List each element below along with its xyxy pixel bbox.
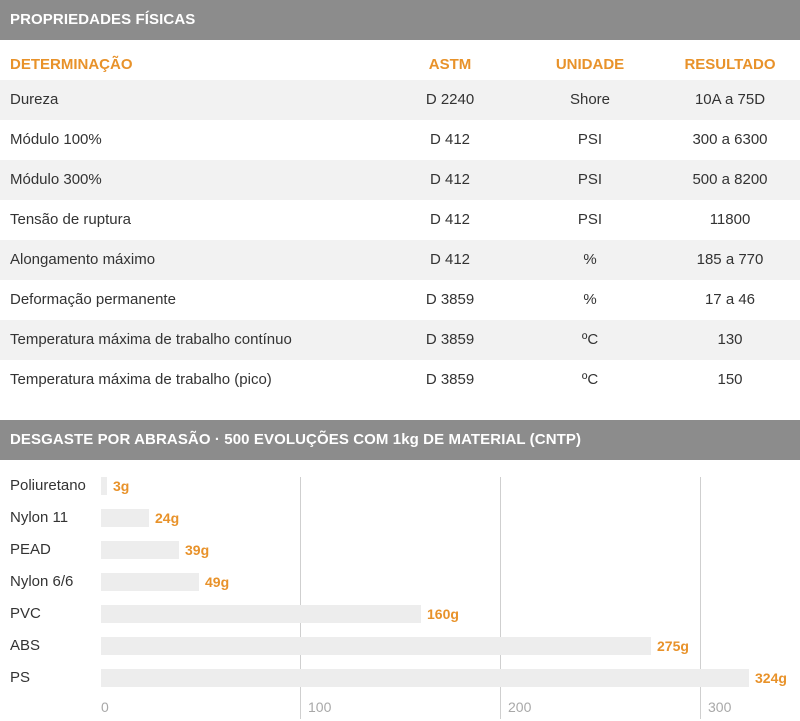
bar-category-label: PEAD bbox=[10, 541, 51, 558]
cell-result: 300 a 6300 bbox=[692, 131, 768, 148]
bar-category-label: Nylon 6/6 bbox=[10, 573, 74, 590]
cell-unit: Shore bbox=[569, 91, 611, 108]
bar-category-label: PVC bbox=[10, 605, 41, 622]
cell-astm: D 3859 bbox=[425, 371, 475, 388]
cell-determination: Tensão de ruptura bbox=[10, 211, 131, 228]
bar bbox=[101, 637, 651, 655]
cell-determination: Dureza bbox=[10, 91, 59, 108]
table-row bbox=[0, 160, 800, 200]
cell-result: 150 bbox=[717, 371, 743, 388]
table-row bbox=[0, 200, 800, 240]
column-header-determination: DETERMINAÇÃO bbox=[10, 56, 133, 73]
cell-determination: Temperatura máxima de trabalho contínuo bbox=[10, 331, 292, 348]
bar bbox=[101, 541, 179, 559]
bar-value-label: 160g bbox=[427, 606, 459, 622]
cell-astm: D 412 bbox=[429, 171, 471, 188]
cell-unit: PSI bbox=[577, 211, 603, 228]
table-row bbox=[0, 240, 800, 280]
bar bbox=[101, 509, 149, 527]
bar-value-label: 39g bbox=[185, 542, 210, 558]
cell-astm: D 412 bbox=[429, 251, 471, 268]
cell-unit: PSI bbox=[577, 171, 603, 188]
x-tick-label: 300 bbox=[708, 699, 732, 715]
cell-determination: Módulo 300% bbox=[10, 171, 102, 188]
cell-determination: Módulo 100% bbox=[10, 131, 102, 148]
bar bbox=[101, 477, 107, 495]
cell-astm: D 3859 bbox=[425, 331, 475, 348]
table-row bbox=[0, 320, 800, 360]
bar bbox=[101, 573, 199, 591]
cell-unit: ºC bbox=[581, 371, 599, 388]
bar-value-label: 49g bbox=[205, 574, 230, 590]
bar-category-label: Nylon 11 bbox=[10, 509, 69, 526]
cell-unit: % bbox=[583, 251, 597, 268]
x-tick-label: 100 bbox=[308, 699, 332, 715]
table-row bbox=[0, 120, 800, 160]
cell-unit: PSI bbox=[577, 131, 603, 148]
table-row bbox=[0, 80, 800, 120]
section-header-properties: PROPRIEDADES FÍSICAS bbox=[0, 0, 800, 40]
column-header-result: RESULTADO bbox=[684, 56, 776, 73]
cell-astm: D 412 bbox=[429, 131, 471, 148]
column-header-unit: UNIDADE bbox=[555, 56, 625, 73]
abrasion-chart bbox=[0, 460, 800, 721]
cell-astm: D 3859 bbox=[425, 291, 475, 308]
cell-determination: Deformação permanente bbox=[10, 291, 176, 308]
column-header-astm: ASTM bbox=[428, 56, 472, 73]
cell-unit: ºC bbox=[581, 331, 599, 348]
bar-value-label: 3g bbox=[113, 478, 130, 494]
bar-value-label: 275g bbox=[657, 638, 689, 654]
cell-astm: D 412 bbox=[429, 211, 471, 228]
cell-determination: Alongamento máximo bbox=[10, 251, 156, 268]
cell-result: 11800 bbox=[709, 211, 751, 228]
bar-value-label: 324g bbox=[755, 670, 787, 686]
cell-result: 185 a 770 bbox=[696, 251, 764, 268]
section-header-abrasion: DESGASTE POR ABRASÃO · 500 EVOLUÇÕES COM 1kg DE MATERIAL (CNTP) bbox=[0, 420, 800, 460]
bar-category-label: PS bbox=[10, 669, 31, 686]
bar-value-label: 24g bbox=[155, 510, 180, 526]
cell-result: 10A a 75D bbox=[694, 91, 766, 108]
bar bbox=[101, 605, 421, 623]
cell-determination: Temperatura máxima de trabalho (pico) bbox=[10, 371, 272, 388]
bar bbox=[101, 669, 749, 687]
bar-category-label: ABS bbox=[10, 637, 41, 654]
cell-result: 500 a 8200 bbox=[692, 171, 768, 188]
cell-result: 130 bbox=[717, 331, 743, 348]
table-row bbox=[0, 360, 800, 400]
cell-result: 17 a 46 bbox=[704, 291, 756, 308]
table-row bbox=[0, 280, 800, 320]
cell-unit: % bbox=[583, 291, 597, 308]
bar-category-label: Poliuretano bbox=[10, 477, 86, 494]
cell-astm: D 2240 bbox=[425, 91, 475, 108]
x-tick-label: 200 bbox=[508, 699, 532, 715]
x-tick-label: 0 bbox=[101, 699, 109, 715]
